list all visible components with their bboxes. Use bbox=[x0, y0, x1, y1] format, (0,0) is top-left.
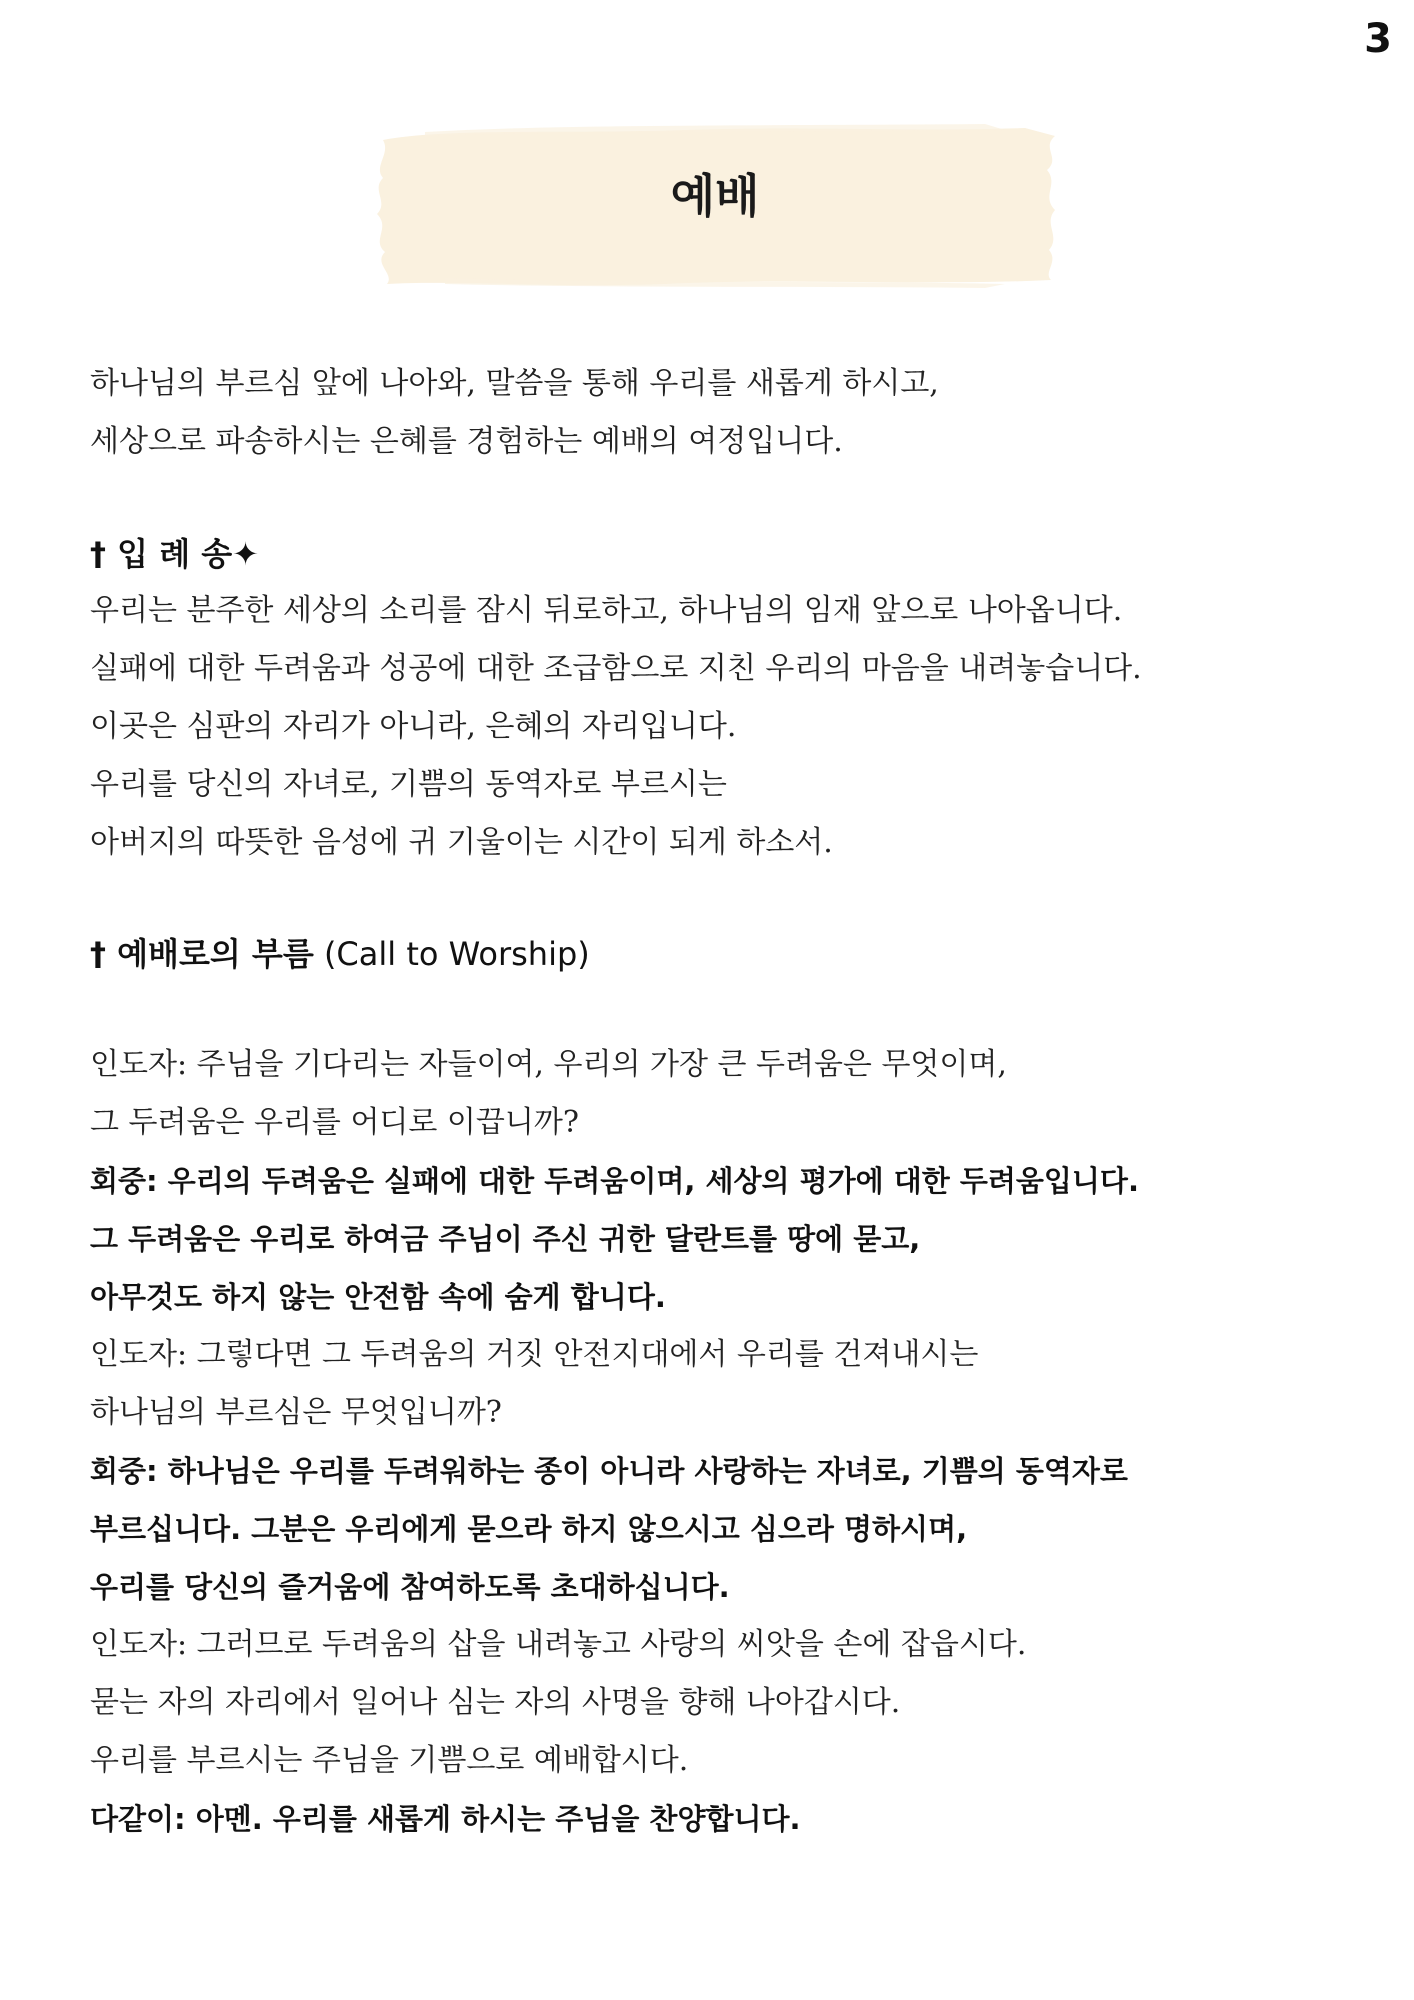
call-to-worship-section bbox=[90, 928, 1340, 1848]
entrance-song-section bbox=[90, 528, 1340, 872]
entrance-song-body bbox=[90, 582, 1340, 872]
page-title: 예배 bbox=[670, 169, 760, 223]
congregation-line: 아무것도 하지 않는 안전함 속에 숨게 합니다. bbox=[90, 1280, 666, 1314]
congregation-line: 회중: 하나님은 우리를 두려워하는 종이 아니라 사랑하는 자녀로, 기쁨의 동역자로 bbox=[90, 1454, 1128, 1488]
leader-line: 묻는 자의 자리에서 일어나 심는 자의 사명을 향해 나아갑시다. bbox=[90, 1685, 901, 1720]
all-together-line: 다같이: 아멘. 우리를 새롭게 하시는 주님을 찬양합니다. bbox=[90, 1802, 801, 1836]
leader-line: 우리를 부르시는 주님을 기쁨으로 예배합시다. bbox=[90, 1743, 689, 1778]
entrance-song-line: 우리는 분주한 세상의 소리를 잠시 뒤로하고, 하나님의 임재 앞으로 나아옵니다. bbox=[90, 593, 1123, 628]
leader-line: 인도자: 주님을 기다리는 자들이여, 우리의 가장 큰 두려움은 무엇이며, bbox=[90, 1047, 1007, 1082]
intro-paragraph bbox=[90, 355, 1340, 471]
entrance-song-line: 우리를 당신의 자녀로, 기쁨의 동역자로 부르시는 bbox=[90, 767, 727, 802]
entrance-song-line: 실패에 대한 두려움과 성공에 대한 조급함으로 지친 우리의 마음을 내려놓습니다. bbox=[90, 651, 1142, 686]
entrance-song-heading-text: † 입 례 송✦ bbox=[90, 535, 259, 573]
call-to-worship-body bbox=[90, 1036, 1340, 1848]
congregation-line: 우리를 당신의 즐거움에 참여하도록 초대하십니다. bbox=[90, 1570, 730, 1604]
congregation-line: 그 두려움은 우리로 하여금 주님이 주신 귀한 달란트를 땅에 묻고, bbox=[90, 1222, 921, 1256]
congregation-line: 회중: 우리의 두려움은 실패에 대한 두려움이며, 세상의 평가에 대한 두려움입니다. bbox=[90, 1164, 1139, 1198]
leader-line: 인도자: 그러므로 두려움의 삽을 내려놓고 사랑의 씨앗을 손에 잡읍시다. bbox=[90, 1627, 1027, 1662]
call-to-worship-heading bbox=[90, 928, 1340, 980]
call-to-worship-heading-korean: † 예배로의 부름 bbox=[90, 935, 314, 973]
leader-line: 그 두려움은 우리를 어디로 이끕니까? bbox=[90, 1105, 579, 1140]
entrance-song-heading bbox=[90, 528, 1340, 580]
entrance-song-line: 아버지의 따뜻한 음성에 귀 기울이는 시간이 되게 하소서. bbox=[90, 825, 833, 860]
congregation-line: 부르십니다. 그분은 우리에게 묻으라 하지 않으시고 심으라 명하시며, bbox=[90, 1512, 968, 1546]
intro-line: 세상으로 파송하시는 은혜를 경험하는 예배의 여정입니다. bbox=[90, 424, 843, 459]
leader-line: 인도자: 그렇다면 그 두려움의 거짓 안전지대에서 우리를 건져내시는 bbox=[90, 1337, 979, 1372]
page-number: 3 bbox=[1364, 16, 1392, 62]
call-to-worship-heading-english: (Call to Worship) bbox=[313, 935, 590, 973]
intro-line: 하나님의 부르심 앞에 나아와, 말씀을 통해 우리를 새롭게 하시고, bbox=[90, 366, 939, 401]
leader-line: 하나님의 부르심은 무엇입니까? bbox=[90, 1395, 502, 1430]
title-banner bbox=[365, 118, 1065, 290]
entrance-song-line: 이곳은 심판의 자리가 아니라, 은혜의 자리입니다. bbox=[90, 709, 737, 744]
